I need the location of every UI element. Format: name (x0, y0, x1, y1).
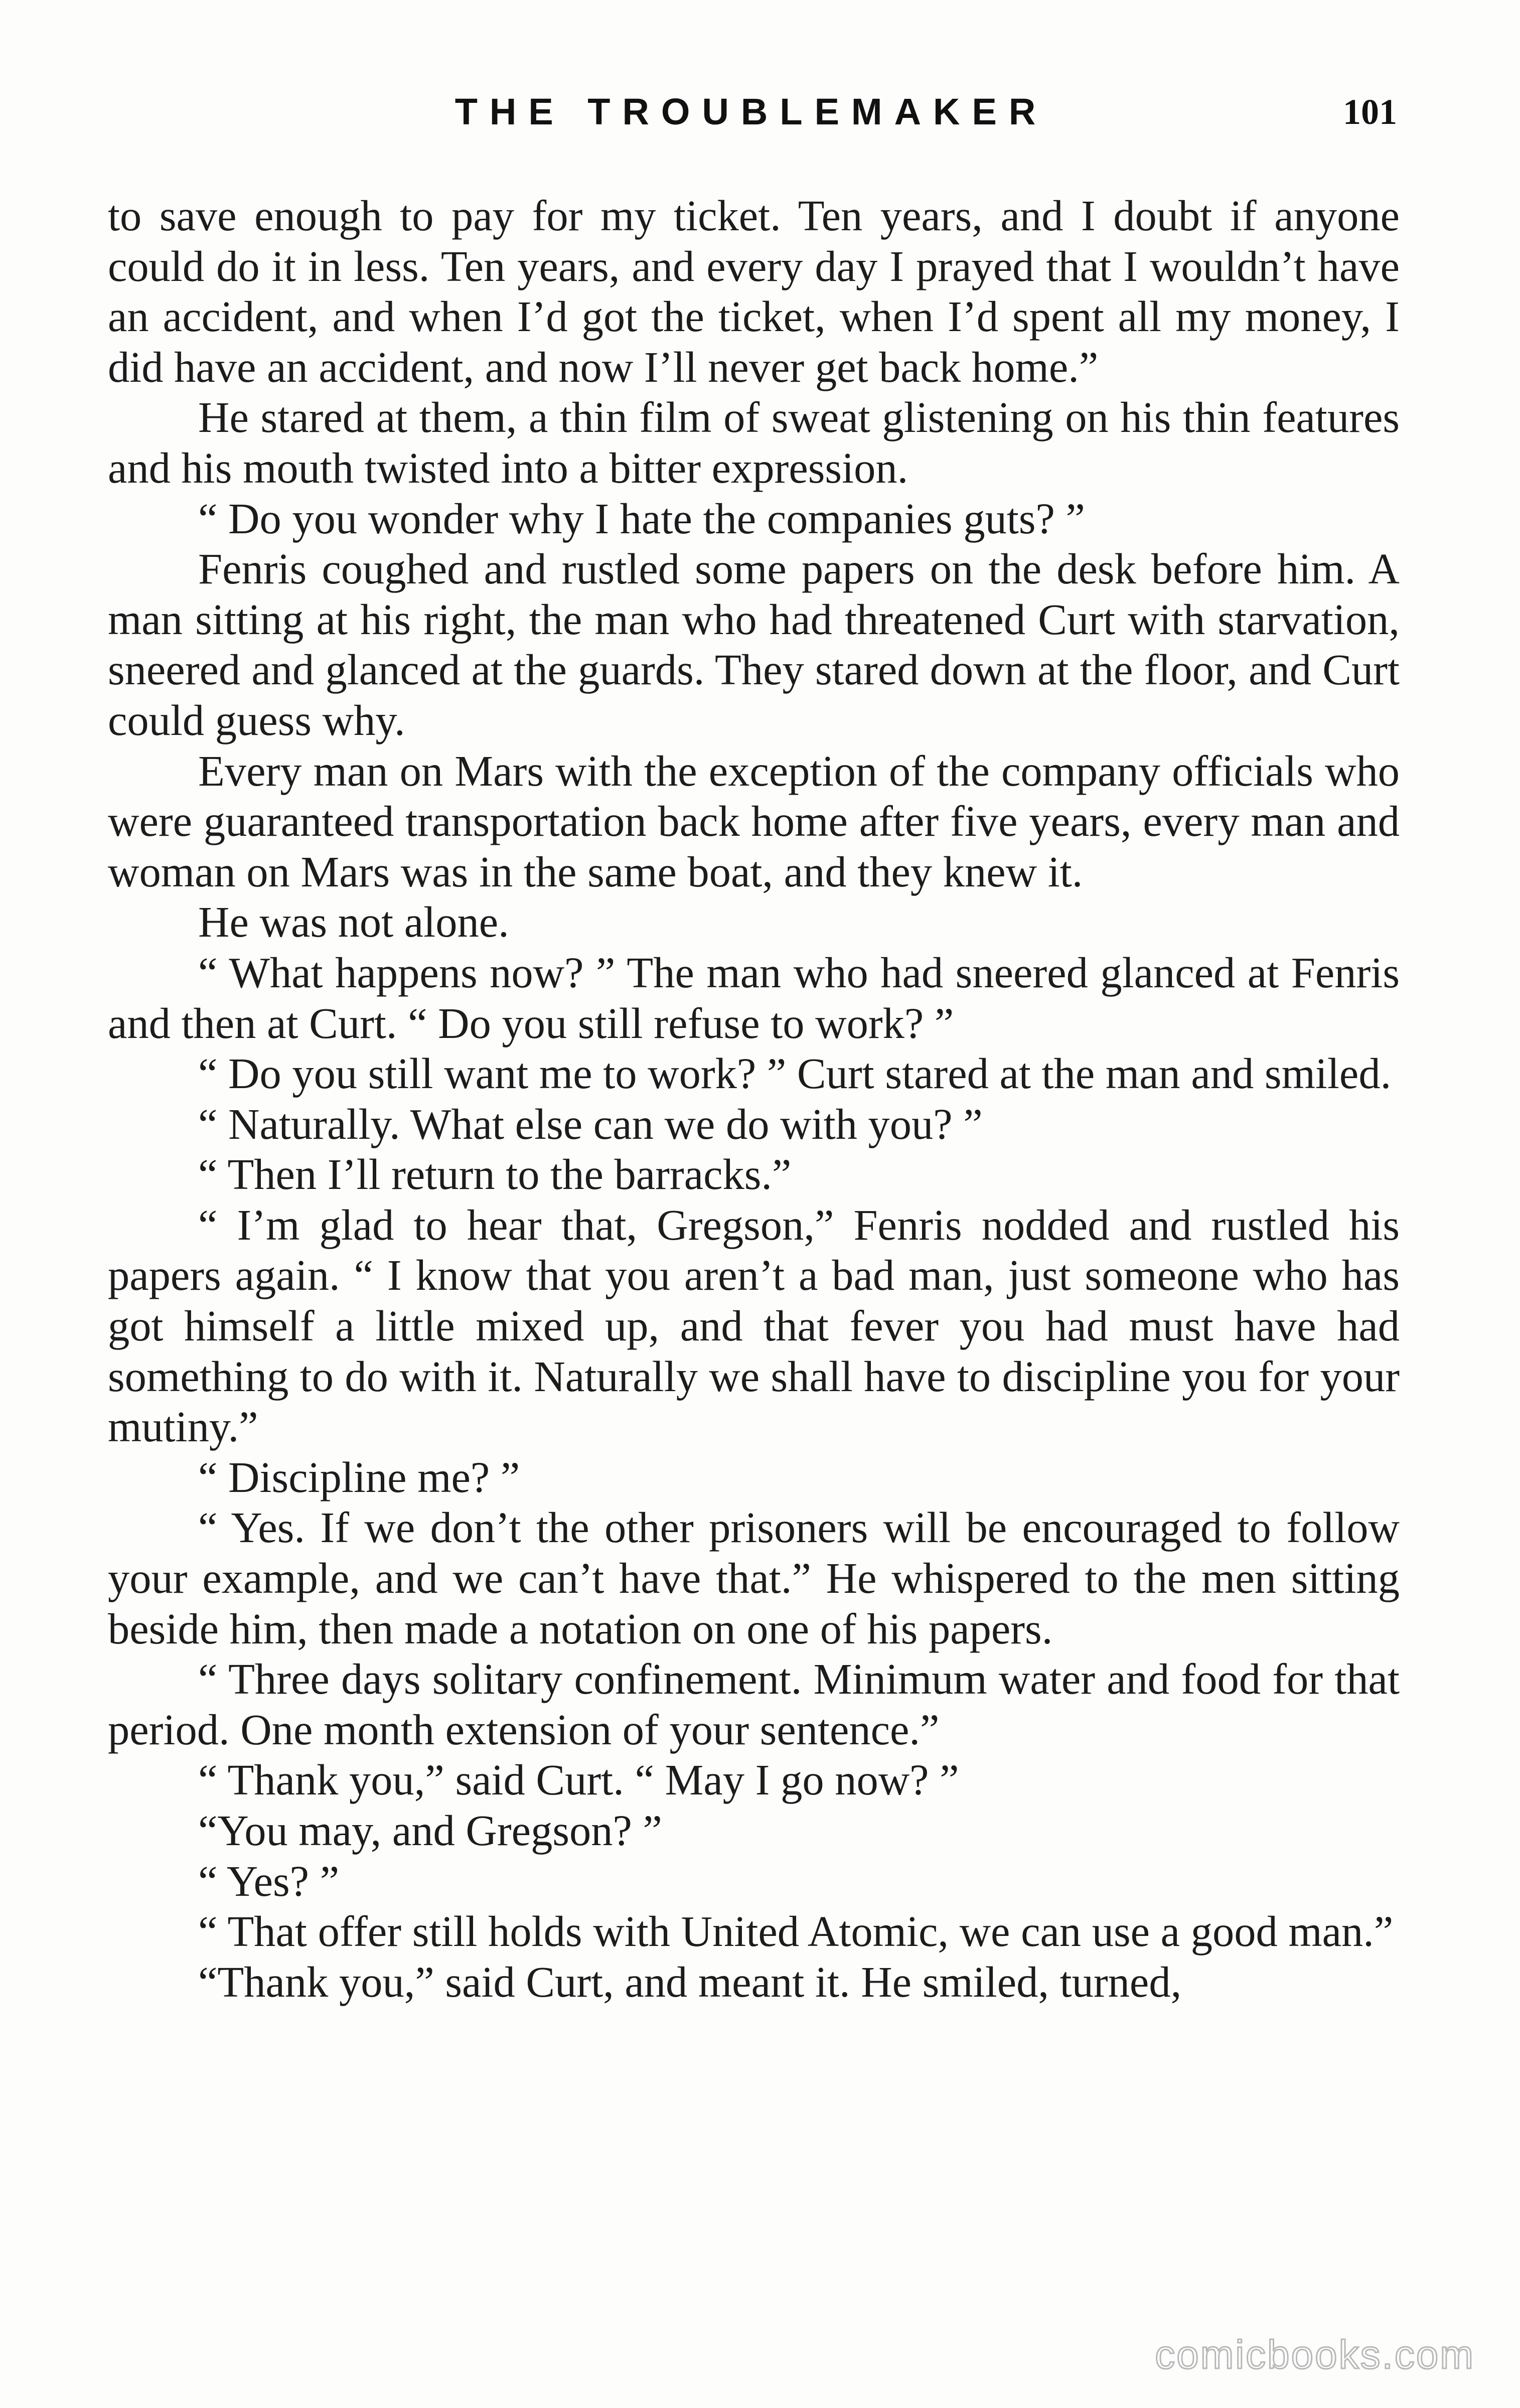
paragraph: “ Discipline me? ” (198, 1453, 520, 1501)
paragraph: Fenris coughed and rustled some papers on the desk before him. A man sitting at his right, the man who had threatened Curt with starvation, sneered and glanced at the guards. They stared down at the floor, and Curt could guess why. (108, 545, 1400, 744)
paragraph: He was not alone. (198, 898, 509, 947)
paragraph: “ Naturally. What else can we do with you? ” (198, 1100, 983, 1148)
paragraph: “ What happens now? ” The man who had sneered glanced at Fenris and then at Curt. “ Do you still refuse to work? ” (108, 948, 1400, 1047)
paragraph: “ Three days solitary confinement. Minimum water and food for that period. One month extension of your sentence.” (108, 1655, 1400, 1754)
paragraph: “You may, and Gregson? ” (198, 1807, 662, 1855)
paragraph: “ Yes. If we don’t the other prisoners will be encouraged to follow your example, and we can’t have that.” He whispered to the men sitting beside him, then made a notation on one of his papers. (108, 1503, 1400, 1653)
paragraph: “ Do you still want me to work? ” Curt stared at the man and smiled. (198, 1049, 1392, 1098)
paragraph: “ Then I’ll return to the barracks.” (198, 1150, 792, 1199)
paragraph: “ Do you wonder why I hate the companies guts? ” (198, 494, 1085, 543)
page-number: 101 (1343, 92, 1397, 132)
paragraph: “ That offer still holds with United Atomic, we can use a good man.” (198, 1907, 1394, 1956)
running-head (105, 84, 1397, 139)
paragraph: He stared at them, a thin film of sweat glistening on his thin features and his mouth twisted into a bitter expression. (108, 393, 1400, 492)
running-title: THE TROUBLEMAKER (454, 91, 1048, 132)
paragraph: “ Thank you,” said Curt. “ May I go now? ” (198, 1756, 959, 1804)
paragraph: to save enough to pay for my ticket. Ten years, and I doubt if anyone could do it in less. Ten years, and every day I prayed that I wouldn’t have an accident, and when I’d got the ticket, when I’d spent all my money, I did have an accident, and now I’ll never get back home.” (108, 192, 1400, 391)
paragraph: “ Yes? ” (198, 1857, 340, 1905)
body-text (108, 191, 1400, 2007)
paragraph: “ I’m glad to hear that, Gregson,” Fenris nodded and rustled his papers again. “ I know that you aren’t a bad man, just someone who has got himself a little mixed up, and that fever you had must have had something to do with it. Naturally we shall have to discipline you for your mutiny.” (108, 1200, 1400, 1451)
watermark: comicbooks.com (1155, 2332, 1475, 2377)
paragraph: “Thank you,” said Curt, and meant it. He smiled, turned, (198, 1958, 1182, 2006)
paragraph: Every man on Mars with the exception of the company officials who were guaranteed transportation back home after five years, every man and woman on Mars was in the same boat, and they knew it. (108, 746, 1400, 896)
